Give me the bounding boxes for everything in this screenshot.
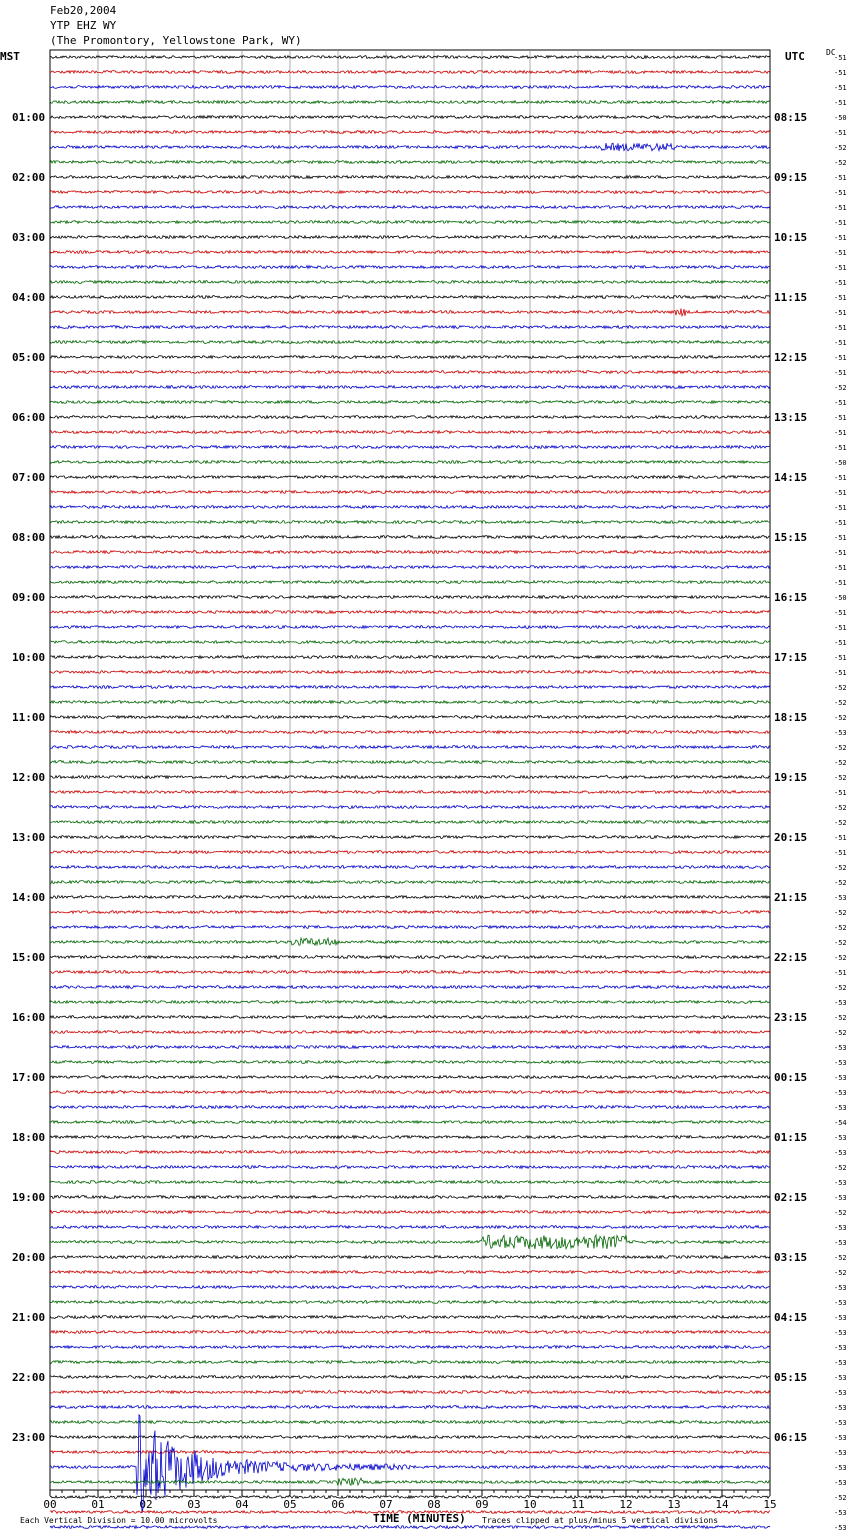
x-tick-label: 11 [571, 1498, 585, 1511]
mst-hour-label: 03:00 [12, 231, 46, 244]
scale-note: Each Vertical Division = 10.00 microvolts [20, 1516, 218, 1525]
dc-offset-label: -53 [834, 894, 847, 902]
utc-hour-label: 18:15 [774, 711, 808, 724]
seismic-trace [50, 716, 770, 719]
seismic-trace [50, 221, 770, 224]
dc-offset-label: -53 [834, 1449, 847, 1457]
dc-offset-label: -52 [834, 1494, 847, 1502]
dc-offset-label: -51 [834, 69, 847, 77]
dc-offset-label: -52 [834, 804, 847, 812]
x-tick-label: 13 [667, 1498, 681, 1511]
seismic-trace [50, 476, 770, 479]
x-tick-label: 05 [283, 1498, 297, 1511]
seismic-trace [50, 671, 770, 674]
seismic-trace [50, 56, 770, 59]
seismic-trace [50, 1076, 770, 1079]
seismic-trace [50, 356, 770, 359]
x-tick-label: 02 [139, 1498, 153, 1511]
seismic-trace [50, 1256, 770, 1259]
utc-hour-label: 02:15 [774, 1191, 808, 1204]
seismic-trace [50, 1235, 770, 1249]
mst-hour-label: 20:00 [12, 1251, 46, 1264]
mst-hour-label: 06:00 [12, 411, 46, 424]
seismic-trace [50, 1136, 770, 1139]
dc-offset-label: -51 [834, 99, 847, 107]
dc-offset-label: -53 [834, 1479, 847, 1487]
seismic-trace [50, 506, 770, 509]
seismic-trace [50, 536, 770, 539]
utc-hour-label: 05:15 [774, 1371, 808, 1384]
seismic-trace [50, 641, 770, 644]
seismic-trace [50, 821, 770, 824]
seismic-trace [50, 1106, 770, 1109]
x-tick-label: 08 [427, 1498, 441, 1511]
seismic-trace [50, 386, 770, 389]
seismic-trace [50, 1061, 770, 1064]
dc-offset-label: -51 [834, 444, 847, 452]
dc-offset-label: -53 [834, 1074, 847, 1082]
dc-offset-label: -52 [834, 939, 847, 947]
x-tick-label: 00 [43, 1498, 57, 1511]
dc-offset-label: -51 [834, 324, 847, 332]
dc-offset-label: -53 [834, 999, 847, 1007]
dc-offset-label: -52 [834, 1029, 847, 1037]
utc-hour-label: 23:15 [774, 1011, 808, 1024]
dc-offset-label: -51 [834, 429, 847, 437]
seismic-trace [50, 281, 770, 284]
dc-title: DC [826, 48, 836, 57]
dc-offset-label: -51 [834, 624, 847, 632]
dc-offset-label: -51 [834, 639, 847, 647]
x-tick-label: 07 [379, 1498, 393, 1511]
dc-offset-label: -51 [834, 474, 847, 482]
seismic-trace [50, 1316, 770, 1319]
dc-offset-label: -51 [834, 519, 847, 527]
dc-offset-label: -51 [834, 339, 847, 347]
seismic-trace [50, 611, 770, 614]
right-axis-title: UTC [785, 50, 805, 63]
dc-offset-label: -53 [834, 1419, 847, 1427]
seismic-trace [50, 1301, 770, 1304]
dc-offset-label: -52 [834, 684, 847, 692]
dc-offset-label: -51 [834, 219, 847, 227]
seismic-trace [50, 791, 770, 794]
seismic-trace [50, 1166, 770, 1169]
dc-offset-label: -53 [834, 1404, 847, 1412]
dc-offset-label: -53 [834, 1299, 847, 1307]
mst-hour-label: 05:00 [12, 351, 46, 364]
seismic-trace [50, 116, 770, 119]
utc-hour-label: 00:15 [774, 1071, 808, 1084]
left-axis-title: MST [0, 50, 20, 63]
seismic-trace [50, 1151, 770, 1154]
dc-offset-label: -51 [834, 489, 847, 497]
dc-offset-label: -51 [834, 294, 847, 302]
dc-offset-label: -52 [834, 954, 847, 962]
dc-offset-label: -53 [834, 1194, 847, 1202]
seismic-trace [50, 761, 770, 764]
dc-offset-label: -51 [834, 369, 847, 377]
seismic-trace [50, 926, 770, 929]
seismic-trace [50, 446, 770, 449]
utc-hour-label: 19:15 [774, 771, 808, 784]
dc-offset-label: -50 [834, 459, 847, 467]
station-code: YTP EHZ WY [50, 19, 117, 32]
dc-offset-label: -51 [834, 279, 847, 287]
seismic-trace [50, 956, 770, 959]
mst-hour-label: 09:00 [12, 591, 46, 604]
x-axis-label: TIME (MINUTES) [373, 1512, 466, 1525]
dc-offset-label: -52 [834, 144, 847, 152]
seismic-trace [50, 731, 770, 734]
mst-hour-label: 11:00 [12, 711, 46, 724]
mst-hour-label: 23:00 [12, 1431, 46, 1444]
utc-hour-label: 16:15 [774, 591, 808, 604]
dc-offset-label: -51 [834, 54, 847, 62]
seismic-trace [50, 701, 770, 704]
seismic-trace [50, 251, 770, 254]
dc-offset-label: -50 [834, 114, 847, 122]
dc-offset-label: -51 [834, 309, 847, 317]
utc-hour-label: 11:15 [774, 291, 808, 304]
seismic-trace [50, 551, 770, 554]
dc-offset-label: -51 [834, 534, 847, 542]
mst-hour-label: 22:00 [12, 1371, 46, 1384]
mst-hour-label: 01:00 [12, 111, 46, 124]
dc-offset-label: -53 [834, 1239, 847, 1247]
dc-offset-label: -53 [834, 1509, 847, 1517]
x-tick-label: 15 [763, 1498, 777, 1511]
mst-hour-label: 21:00 [12, 1311, 46, 1324]
seismic-trace [50, 1016, 770, 1019]
dc-offset-label: -51 [834, 264, 847, 272]
seismic-trace [50, 1121, 770, 1124]
utc-hour-label: 01:15 [774, 1131, 808, 1144]
dc-offset-label: -53 [834, 1134, 847, 1142]
seismic-trace [50, 1211, 770, 1214]
seismic-trace [50, 236, 770, 239]
dc-offset-label: -51 [834, 969, 847, 977]
seismic-trace [50, 101, 770, 104]
seismic-trace [50, 1001, 770, 1004]
dc-offset-label: -51 [834, 249, 847, 257]
dc-offset-label: -51 [834, 414, 847, 422]
x-tick-label: 04 [235, 1498, 249, 1511]
seismic-trace [50, 521, 770, 524]
dc-offset-label: -53 [834, 1389, 847, 1397]
seismic-trace [50, 1091, 770, 1094]
seismic-trace [50, 1181, 770, 1184]
dc-offset-label: -51 [834, 579, 847, 587]
mst-hour-label: 17:00 [12, 1071, 46, 1084]
seismic-trace [50, 161, 770, 164]
seismic-trace [50, 938, 770, 945]
dc-offset-label: -53 [834, 1344, 847, 1352]
dc-offset-label: -51 [834, 234, 847, 242]
dc-offset-label: -53 [834, 1434, 847, 1442]
dc-offset-label: -51 [834, 849, 847, 857]
seismic-trace [50, 656, 770, 659]
dc-offset-label: -51 [834, 399, 847, 407]
dc-offset-label: -52 [834, 744, 847, 752]
dc-offset-label: -52 [834, 699, 847, 707]
seismic-trace [50, 326, 770, 329]
seismic-trace [50, 401, 770, 404]
utc-hour-label: 22:15 [774, 951, 808, 964]
dc-offset-label: -51 [834, 174, 847, 182]
dc-offset-label: -51 [834, 129, 847, 137]
dc-offset-label: -53 [834, 1089, 847, 1097]
x-tick-label: 03 [187, 1498, 201, 1511]
mst-hour-label: 07:00 [12, 471, 46, 484]
mst-hour-label: 16:00 [12, 1011, 46, 1024]
seismic-trace [50, 626, 770, 629]
dc-offset-label: -52 [834, 879, 847, 887]
dc-offset-label: -51 [834, 354, 847, 362]
dc-offset-label: -53 [834, 1104, 847, 1112]
dc-offset-label: -51 [834, 504, 847, 512]
seismic-trace [50, 1376, 770, 1379]
x-tick-label: 12 [619, 1498, 633, 1511]
seismic-trace [50, 176, 770, 179]
dc-offset-label: -53 [834, 729, 847, 737]
seismic-trace [50, 746, 770, 749]
clip-note: Traces clipped at plus/minus 5 vertical divisions [482, 1516, 719, 1525]
seismic-trace [50, 1271, 770, 1274]
seismic-trace [50, 296, 770, 299]
dc-offset-label: -52 [834, 1164, 847, 1172]
seismic-trace [50, 1436, 770, 1439]
x-tick-label: 06 [331, 1498, 345, 1511]
mst-hour-label: 10:00 [12, 651, 46, 664]
seismic-trace [50, 461, 770, 464]
seismic-trace [50, 1496, 770, 1499]
dc-offset-label: -53 [834, 1329, 847, 1337]
seismic-trace [50, 416, 770, 419]
utc-hour-label: 06:15 [774, 1431, 808, 1444]
x-tick-label: 01 [91, 1498, 105, 1511]
dc-offset-label: -52 [834, 384, 847, 392]
dc-offset-label: -51 [834, 669, 847, 677]
dc-offset-label: -50 [834, 594, 847, 602]
mst-hour-label: 19:00 [12, 1191, 46, 1204]
dc-offset-label: -52 [834, 774, 847, 782]
dc-offset-label: -52 [834, 1269, 847, 1277]
seismic-trace [50, 911, 770, 914]
seismic-trace [50, 131, 770, 134]
dc-offset-label: -53 [834, 1464, 847, 1472]
dc-offset-label: -53 [834, 1224, 847, 1232]
seismic-trace [50, 206, 770, 209]
dc-offset-label: -54 [834, 1119, 847, 1127]
dc-offset-label: -52 [834, 1254, 847, 1262]
chart-date: Feb20,2004 [50, 4, 117, 17]
dc-offset-label: -52 [834, 1014, 847, 1022]
utc-hour-label: 13:15 [774, 411, 808, 424]
seismic-trace [50, 986, 770, 989]
dc-offset-label: -53 [834, 1374, 847, 1382]
seismic-trace [50, 881, 770, 884]
seismic-trace [50, 971, 770, 974]
utc-hour-label: 09:15 [774, 171, 808, 184]
seismic-trace [50, 806, 770, 809]
seismic-trace [50, 776, 770, 779]
seismic-trace [50, 1406, 770, 1409]
mst-hour-label: 12:00 [12, 771, 46, 784]
seismic-trace [50, 581, 770, 584]
dc-offset-label: -52 [834, 759, 847, 767]
utc-hour-label: 14:15 [774, 471, 808, 484]
mst-hour-label: 13:00 [12, 831, 46, 844]
dc-offset-label: -51 [834, 564, 847, 572]
seismic-trace [50, 266, 770, 269]
seismic-trace [50, 309, 770, 316]
seismic-trace [50, 851, 770, 854]
mst-hour-label: 14:00 [12, 891, 46, 904]
mst-hour-label: 15:00 [12, 951, 46, 964]
utc-hour-label: 08:15 [774, 111, 808, 124]
dc-offset-label: -52 [834, 924, 847, 932]
seismic-trace [50, 1346, 770, 1349]
mst-hour-label: 02:00 [12, 171, 46, 184]
dc-offset-label: -53 [834, 1284, 847, 1292]
dc-offset-label: -51 [834, 834, 847, 842]
dc-offset-label: -52 [834, 864, 847, 872]
seismic-trace [50, 341, 770, 344]
seismic-trace [50, 1046, 770, 1049]
seismic-trace [50, 566, 770, 569]
utc-hour-label: 04:15 [774, 1311, 808, 1324]
seismic-trace [50, 1331, 770, 1334]
seismic-trace [50, 686, 770, 689]
seismic-trace [50, 1526, 770, 1529]
dc-offset-label: -53 [834, 1524, 847, 1532]
x-tick-label: 10 [523, 1498, 537, 1511]
plot-frame [50, 50, 770, 1490]
seismic-trace [50, 191, 770, 194]
dc-offset-label: -51 [834, 189, 847, 197]
seismic-trace [50, 1421, 770, 1424]
dc-offset-label: -52 [834, 1209, 847, 1217]
dc-offset-label: -51 [834, 84, 847, 92]
seismic-trace [50, 596, 770, 599]
seismic-trace [50, 1361, 770, 1364]
utc-hour-label: 10:15 [774, 231, 808, 244]
seismic-trace [50, 143, 770, 151]
dc-offset-label: -53 [834, 1149, 847, 1157]
utc-hour-label: 17:15 [774, 651, 808, 664]
dc-offset-label: -52 [834, 714, 847, 722]
utc-hour-label: 15:15 [774, 531, 808, 544]
dc-offset-label: -52 [834, 909, 847, 917]
mst-hour-label: 08:00 [12, 531, 46, 544]
dc-offset-label: -52 [834, 984, 847, 992]
seismic-trace [50, 86, 770, 89]
seismic-trace [50, 71, 770, 74]
dc-offset-label: -51 [834, 204, 847, 212]
dc-offset-label: -51 [834, 609, 847, 617]
seismic-trace [50, 896, 770, 899]
dc-offset-label: -53 [834, 1179, 847, 1187]
dc-offset-label: -53 [834, 1314, 847, 1322]
seismic-trace [50, 866, 770, 869]
seismic-trace [50, 1226, 770, 1229]
dc-offset-label: -52 [834, 159, 847, 167]
seismic-trace [50, 1451, 770, 1454]
dc-offset-label: -53 [834, 1044, 847, 1052]
dc-offset-label: -51 [834, 549, 847, 557]
seismic-trace [50, 1391, 770, 1394]
seismic-trace [50, 371, 770, 374]
dc-offset-label: -52 [834, 819, 847, 827]
seismic-trace [50, 836, 770, 839]
seismic-trace [50, 1196, 770, 1199]
dc-offset-label: -53 [834, 1359, 847, 1367]
x-tick-label: 09 [475, 1498, 489, 1511]
station-location: (The Promontory, Yellowstone Park, WY) [50, 34, 302, 47]
utc-hour-label: 21:15 [774, 891, 808, 904]
dc-offset-label: -53 [834, 1059, 847, 1067]
seismic-trace [50, 491, 770, 494]
dc-offset-label: -51 [834, 654, 847, 662]
utc-hour-label: 12:15 [774, 351, 808, 364]
utc-hour-label: 03:15 [774, 1251, 808, 1264]
x-tick-label: 14 [715, 1498, 729, 1511]
mst-hour-label: 18:00 [12, 1131, 46, 1144]
dc-offset-label: -51 [834, 789, 847, 797]
utc-hour-label: 20:15 [774, 831, 808, 844]
seismic-trace [50, 1286, 770, 1289]
mst-hour-label: 04:00 [12, 291, 46, 304]
seismic-trace [50, 431, 770, 434]
seismic-trace [50, 1031, 770, 1034]
